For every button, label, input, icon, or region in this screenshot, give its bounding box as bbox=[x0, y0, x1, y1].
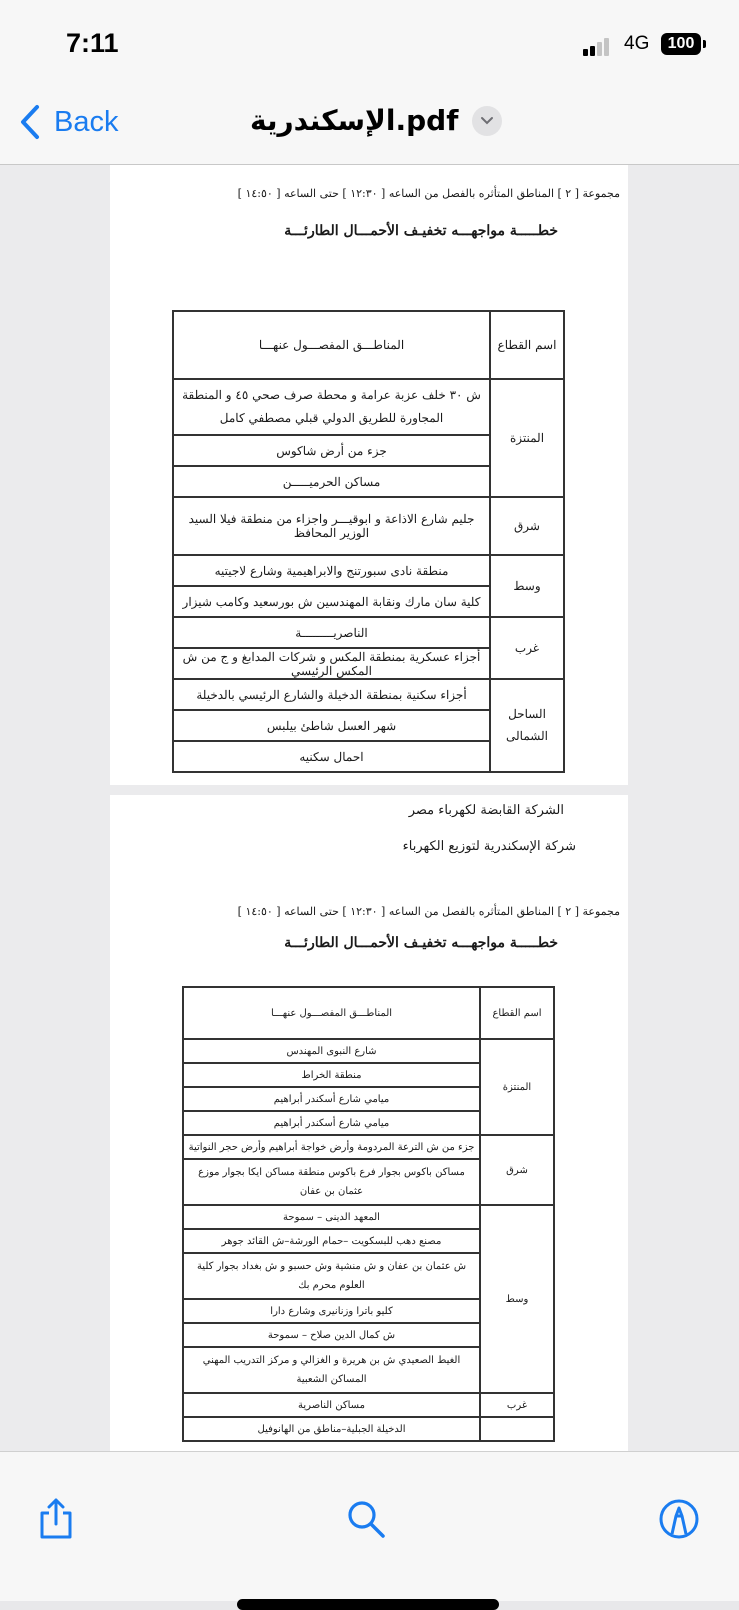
area-cell: ش ٣٠ خلف عزبة عرامة و محطة صرف صحي ٤٥ و المنطقة المجاورة للطريق الدولي قبلي مصطفي كامل bbox=[173, 379, 490, 435]
battery-icon: 100 bbox=[661, 33, 701, 55]
sector-cell: المنتزة bbox=[480, 1039, 554, 1135]
chevron-left-icon bbox=[20, 104, 40, 140]
pdf-page-1 bbox=[110, 165, 628, 785]
area-cell: مساكن الناصرية bbox=[183, 1393, 480, 1417]
sector-cell: المنتزة bbox=[490, 379, 564, 497]
cellular-signal-icon bbox=[583, 38, 609, 56]
pdf-page-2 bbox=[110, 795, 628, 1451]
sector-cell: الساحل الشمالى bbox=[490, 679, 564, 772]
document-title: الإسكندرية.pdf bbox=[250, 104, 459, 137]
header-sector: اسم القطاع bbox=[490, 311, 564, 379]
chevron-down-icon[interactable] bbox=[472, 106, 502, 136]
sector-cell: شرق bbox=[490, 497, 564, 555]
plan-title: خطـــــة مواجهـــه تخفيـف الأحمـــال الطارئـــة bbox=[284, 935, 558, 951]
sector-cell: شرق bbox=[480, 1135, 554, 1205]
area-cell: منطقة نادى سبورتنج والابراهيمية وشارع لاجيتيه bbox=[173, 555, 490, 586]
outage-table bbox=[182, 986, 555, 1442]
back-label: Back bbox=[54, 105, 119, 138]
area-cell: الناصريـــــــــة bbox=[173, 617, 490, 648]
area-cell: شارع النبوى المهندس bbox=[183, 1039, 480, 1063]
document-title-menu[interactable] bbox=[250, 104, 502, 137]
company-line-2: شركة الإسكندرية لتوزيع الكهرباء bbox=[402, 839, 576, 854]
area-cell: مساكن الحرميـــــن bbox=[173, 466, 490, 497]
markup-icon bbox=[658, 1498, 700, 1540]
area-cell: مساكن باكوس بجوار فرع باكوس منطقة مساكن ايكا بجوار موزع عثمان بن عفان bbox=[183, 1159, 480, 1205]
plan-title: خطـــــة مواجهـــه تخفيـف الأحمـــال الطارئـــة bbox=[284, 223, 558, 239]
pdf-viewer[interactable] bbox=[0, 165, 739, 1451]
back-button[interactable] bbox=[20, 104, 118, 140]
group-time-line: مجموعة [ ٢ ] المناطق المتأثره بالفصل من الساعه [ ١٢:٣٠ ] حتى الساعه [ ١٤:٥٠ ] bbox=[237, 187, 620, 200]
area-cell: أجزاء سكنية بمنطقة الدخيلة والشارع الرئيسي بالدخيلة bbox=[173, 679, 490, 710]
header-areas: المناطـــق المفصـــول عنهـــا bbox=[173, 311, 490, 379]
area-cell: شهر العسل شاطئ بيلبس bbox=[173, 710, 490, 741]
area-cell: الدخيلة الجبلية–مناطق من الهانوفيل bbox=[183, 1417, 480, 1441]
area-cell: كليو باترا وزنانيرى وشارع دارا bbox=[183, 1299, 480, 1323]
bottom-toolbar bbox=[0, 1451, 739, 1601]
area-cell: جزء من أرض شاكوس bbox=[173, 435, 490, 466]
navigation-bar bbox=[0, 90, 739, 165]
area-cell: ميامي شارع أسكندر أبراهيم bbox=[183, 1111, 480, 1135]
battery-tip bbox=[703, 40, 706, 48]
company-line-1: الشركة القابضة لكهرباء مصر bbox=[408, 803, 564, 818]
area-cell: مصنع دهب للبسكويت –حمام الورشة–ش القائد جوهر bbox=[183, 1229, 480, 1253]
sector-cell: غرب bbox=[480, 1393, 554, 1417]
group-time-line: مجموعة [ ٢ ] المناطق المتأثره بالفصل من الساعه [ ١٢:٣٠ ] حتى الساعه [ ١٤:٥٠ ] bbox=[237, 905, 620, 918]
area-cell: احمال سكنيه bbox=[173, 741, 490, 772]
network-type: 4G bbox=[624, 33, 650, 54]
outage-table bbox=[172, 310, 565, 773]
area-cell: ش كمال الدين صلاح – سموحة bbox=[183, 1323, 480, 1347]
area-cell: جزء من ش الترعة المردومة وأرض خواجة أبراهيم وأرض حجر النواتية bbox=[183, 1135, 480, 1159]
area-cell: منطقة الخراط bbox=[183, 1063, 480, 1087]
area-cell: ميامي شارع أسكندر أبراهيم bbox=[183, 1087, 480, 1111]
sector-cell: غرب bbox=[490, 617, 564, 679]
sector-cell: وسط bbox=[490, 555, 564, 617]
area-cell: أجزاء عسكرية بمنطقة المكس و شركات المدابغ و ج من ش المكس الرئيسي bbox=[173, 648, 490, 679]
sector-cell: وسط bbox=[480, 1205, 554, 1393]
search-icon bbox=[346, 1499, 388, 1541]
search-button[interactable] bbox=[346, 1499, 388, 1545]
status-time: 7:11 bbox=[66, 28, 119, 58]
area-cell: المعهد الدينى – سموحة bbox=[183, 1205, 480, 1229]
area-cell: كلية سان مارك ونقابة المهندسين ش بورسعيد وكامب شيزار bbox=[173, 586, 490, 617]
area-cell: ش عثمان بن عفان و ش منشية وش حسبو و ش بغداد بجوار كلية العلوم محرم بك bbox=[183, 1253, 480, 1299]
header-areas: المناطـــق المفصـــول عنهـــا bbox=[183, 987, 480, 1039]
status-bar bbox=[0, 0, 739, 90]
area-cell: جليم شارع الاذاعة و ابوقيـــر واجزاء من منطقة فيلا السيد الوزير المحافظ bbox=[173, 497, 490, 555]
share-icon bbox=[36, 1497, 76, 1541]
share-button[interactable] bbox=[36, 1497, 76, 1545]
home-indicator bbox=[237, 1599, 499, 1610]
area-cell: الغيط الصعيدي ش بن هريرة و الغزالي و مركز التدريب المهني المساكن الشعبية bbox=[183, 1347, 480, 1393]
markup-button[interactable] bbox=[658, 1498, 700, 1544]
header-sector: اسم القطاع bbox=[480, 987, 554, 1039]
sector-cell bbox=[480, 1417, 554, 1441]
